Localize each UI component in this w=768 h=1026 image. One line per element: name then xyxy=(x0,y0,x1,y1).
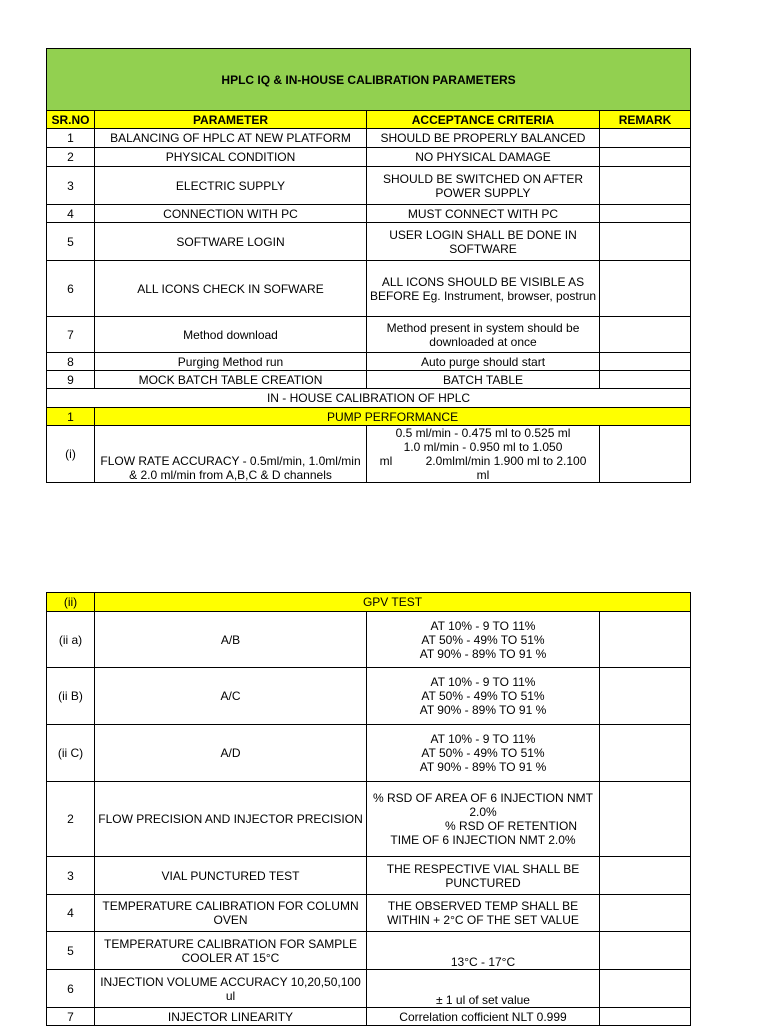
sr-cell: 5 xyxy=(47,223,95,261)
header-acceptance-criteria: ACCEPTANCE CRITERIA xyxy=(367,111,600,129)
table-row xyxy=(47,371,691,389)
remark-cell[interactable] xyxy=(600,857,691,895)
gpv-test-label: GPV TEST xyxy=(95,593,691,612)
pump-performance-row xyxy=(47,408,691,426)
remark-cell[interactable] xyxy=(600,205,691,223)
parameter-cell: BALANCING OF HPLC AT NEW PLATFORM xyxy=(95,129,367,148)
gpv-row xyxy=(47,668,691,725)
parameter-cell: PHYSICAL CONDITION xyxy=(95,148,367,167)
parameter-cell: TEMPERATURE CALIBRATION FOR COLUMN OVEN xyxy=(95,895,367,932)
header-remark: REMARK xyxy=(600,111,691,129)
table-row xyxy=(47,857,691,895)
parameter-cell: INJECTION VOLUME ACCURACY 10,20,50,100 ul xyxy=(95,970,367,1008)
remark-cell[interactable] xyxy=(600,317,691,353)
sr-cell: (ii a) xyxy=(47,612,95,668)
sr-cell: (i) xyxy=(47,426,95,483)
table-row xyxy=(47,932,691,970)
criteria-line: 0.5 ml/min - 0.475 ml to 0.525 ml xyxy=(395,426,571,440)
remark-cell[interactable] xyxy=(600,261,691,317)
criteria-line: AT 90% - 89% TO 91 % xyxy=(419,703,547,717)
parameter-cell: Method download xyxy=(95,317,367,353)
remark-cell[interactable] xyxy=(600,932,691,970)
sr-cell: 9 xyxy=(47,371,95,389)
sr-cell: (ii C) xyxy=(47,725,95,782)
criteria-cell xyxy=(367,668,600,725)
criteria-line: 2.0% xyxy=(469,805,497,819)
parameter-cell: MOCK BATCH TABLE CREATION xyxy=(95,371,367,389)
criteria-cell: USER LOGIN SHALL BE DONE IN SOFTWARE xyxy=(367,223,600,261)
sr-cell: 6 xyxy=(47,970,95,1008)
parameter-cell: A/B xyxy=(95,612,367,668)
table-row xyxy=(47,1008,691,1026)
table-row xyxy=(47,148,691,167)
calibration-table-top xyxy=(46,48,691,483)
gpv-row xyxy=(47,725,691,782)
criteria-cell: 13°C - 17°C xyxy=(367,932,600,970)
table-row xyxy=(47,223,691,261)
sr-cell: 4 xyxy=(47,205,95,223)
criteria-cell xyxy=(367,725,600,782)
header-parameter: PARAMETER xyxy=(95,111,367,129)
table-row xyxy=(47,261,691,317)
remark-cell[interactable] xyxy=(600,612,691,668)
remark-cell[interactable] xyxy=(600,223,691,261)
sr-cell: 2 xyxy=(47,148,95,167)
criteria-line: AT 10% - 9 TO 11% xyxy=(430,618,536,633)
criteria-line: % RSD OF RETENTION xyxy=(444,819,577,833)
remark-cell[interactable] xyxy=(600,782,691,857)
criteria-cell: ± 1 ul of set value xyxy=(367,970,600,1008)
parameter-cell: ELECTRIC SUPPLY xyxy=(95,167,367,205)
sr-cell: 8 xyxy=(47,353,95,371)
criteria-cell xyxy=(367,612,600,668)
table-row xyxy=(47,205,691,223)
gpv-test-row xyxy=(47,593,691,612)
criteria-cell: THE OBSERVED TEMP SHALL BE WITHIN + 2°C OF THE SET VALUE xyxy=(367,895,600,932)
criteria-cell xyxy=(367,782,600,857)
sr-cell: 7 xyxy=(47,1008,95,1026)
criteria-line: AT 10% - 9 TO 11% xyxy=(430,732,536,746)
remark-cell[interactable] xyxy=(600,970,691,1008)
sr-cell: 5 xyxy=(47,932,95,970)
parameter-cell: SOFTWARE LOGIN xyxy=(95,223,367,261)
gpv-row xyxy=(47,612,691,668)
criteria-cell: Auto purge should start xyxy=(367,353,600,371)
parameter-cell: ALL ICONS CHECK IN SOFWARE xyxy=(95,261,367,317)
criteria-cell xyxy=(367,426,600,483)
parameter-cell: TEMPERATURE CALIBRATION FOR SAMPLE COOLER AT 15°C xyxy=(95,932,367,970)
remark-cell[interactable] xyxy=(600,895,691,932)
table-row xyxy=(47,167,691,205)
parameter-cell: A/D xyxy=(95,725,367,782)
criteria-line: TIME OF 6 INJECTION NMT 2.0% xyxy=(390,833,576,847)
flow-precision-row xyxy=(47,782,691,857)
criteria-cell: Correlation cofficient NLT 0.999 xyxy=(367,1008,600,1026)
remark-cell[interactable] xyxy=(600,725,691,782)
parameter-cell: CONNECTION WITH PC xyxy=(95,205,367,223)
criteria-line: AT 50% - 49% TO 51% xyxy=(421,632,545,647)
criteria-line: AT 10% - 9 TO 11% xyxy=(430,675,536,689)
criteria-cell: BATCH TABLE xyxy=(367,371,600,389)
in-house-section-header: IN - HOUSE CALIBRATION OF HPLC xyxy=(47,389,691,408)
criteria-cell: THE RESPECTIVE VIAL SHALL BE PUNCTURED xyxy=(367,857,600,895)
criteria-line: AT 90% - 89% TO 91 % xyxy=(419,646,547,661)
table-row xyxy=(47,895,691,932)
header-sr-no: SR.NO xyxy=(47,111,95,129)
remark-cell[interactable] xyxy=(600,353,691,371)
remark-cell[interactable] xyxy=(600,148,691,167)
criteria-line: AT 50% - 49% TO 51% xyxy=(421,746,545,760)
criteria-line: AT 90% - 89% TO 91 % xyxy=(419,760,547,774)
parameter-cell: FLOW PRECISION AND INJECTOR PRECISION xyxy=(95,782,367,857)
criteria-line: ml 2.0mlml/min 1.900 ml to 2.100 xyxy=(379,454,587,468)
remark-cell[interactable] xyxy=(600,1008,691,1026)
criteria-line: 1.0 ml/min - 0.950 ml to 1.050 xyxy=(403,440,563,454)
parameter-cell: Purging Method run xyxy=(95,353,367,371)
sr-cell: 1 xyxy=(47,408,95,426)
remark-cell[interactable] xyxy=(600,371,691,389)
criteria-cell: Method present in system should be downloaded at once xyxy=(367,317,600,353)
pump-performance-label: PUMP PERFORMANCE xyxy=(95,408,691,426)
parameter-cell: A/C xyxy=(95,668,367,725)
table-row xyxy=(47,353,691,371)
sr-cell: 3 xyxy=(47,857,95,895)
table-row xyxy=(47,317,691,353)
flow-rate-row xyxy=(47,426,691,483)
sr-cell: 7 xyxy=(47,317,95,353)
table-row xyxy=(47,129,691,148)
criteria-line: % RSD OF AREA OF 6 INJECTION NMT xyxy=(372,791,594,805)
sr-cell: 3 xyxy=(47,167,95,205)
criteria-line: ml xyxy=(476,468,490,482)
criteria-cell: SHOULD BE SWITCHED ON AFTER POWER SUPPLY xyxy=(367,167,600,205)
parameter-cell: FLOW RATE ACCURACY - 0.5ml/min, 1.0ml/min & 2.0 ml/min from A,B,C & D channels xyxy=(95,426,367,483)
sr-cell: 6 xyxy=(47,261,95,317)
sr-cell: 2 xyxy=(47,782,95,857)
sr-cell: 4 xyxy=(47,895,95,932)
criteria-cell: SHOULD BE PROPERLY BALANCED xyxy=(367,129,600,148)
parameter-cell: INJECTOR LINEARITY xyxy=(95,1008,367,1026)
header-row xyxy=(47,111,691,129)
remark-cell[interactable] xyxy=(600,129,691,148)
remark-cell[interactable] xyxy=(600,668,691,725)
sheet-title: HPLC IQ & IN-HOUSE CALIBRATION PARAMETERS xyxy=(47,49,691,111)
criteria-cell: ALL ICONS SHOULD BE VISIBLE AS BEFORE Eg. Instrument, browser, postrun xyxy=(367,261,600,317)
calibration-table-bottom xyxy=(46,592,691,1026)
parameter-cell: VIAL PUNCTURED TEST xyxy=(95,857,367,895)
criteria-line: AT 50% - 49% TO 51% xyxy=(421,689,545,703)
remark-cell[interactable] xyxy=(600,426,691,483)
sr-cell: (ii) xyxy=(47,593,95,612)
sr-cell: (ii B) xyxy=(47,668,95,725)
sr-cell: 1 xyxy=(47,129,95,148)
criteria-cell: MUST CONNECT WITH PC xyxy=(367,205,600,223)
remark-cell[interactable] xyxy=(600,167,691,205)
criteria-cell: NO PHYSICAL DAMAGE xyxy=(367,148,600,167)
table-row xyxy=(47,970,691,1008)
